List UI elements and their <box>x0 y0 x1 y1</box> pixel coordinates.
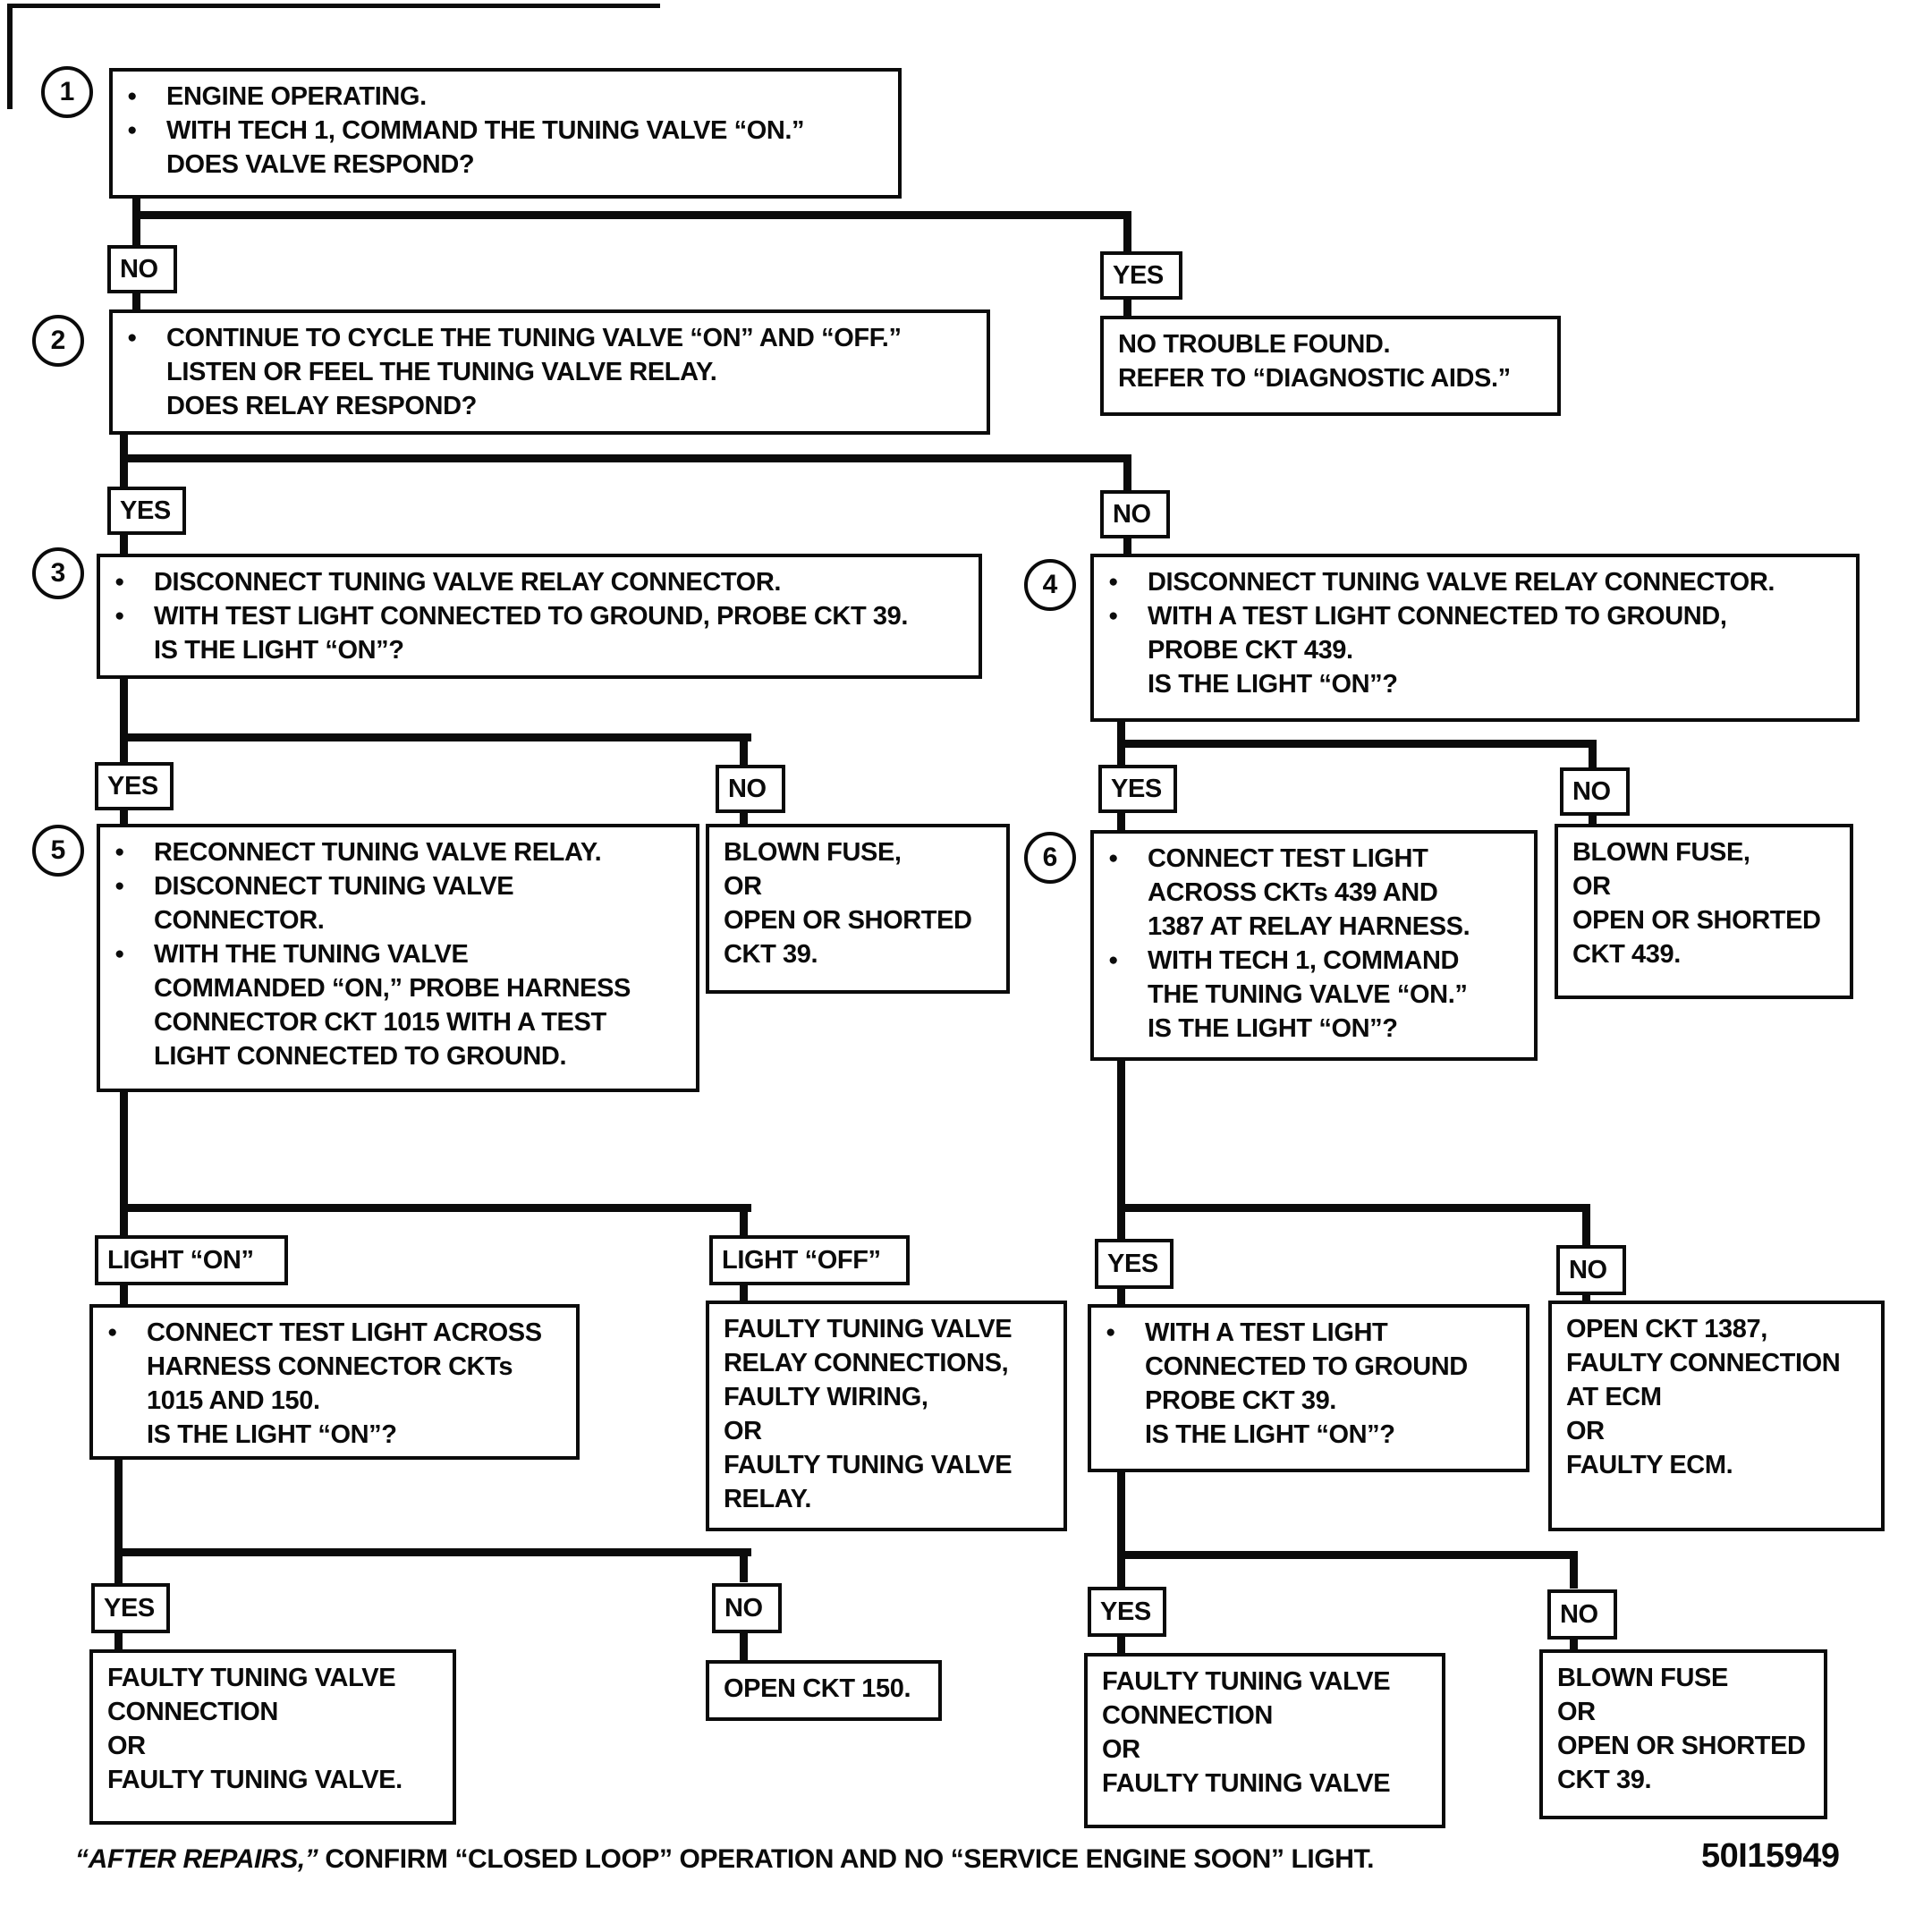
bullet-icon: ● <box>127 87 138 106</box>
bullet-spacer <box>114 1005 154 1039</box>
step-line <box>1108 633 1845 667</box>
step-line <box>127 389 976 423</box>
bullet-spacer <box>127 148 166 182</box>
connector-line <box>740 1548 748 1582</box>
step-text: COMMANDED “ON,” PROBE HARNESS <box>154 974 631 1003</box>
bullet-icon: ● <box>1108 951 1119 970</box>
result-text: FAULTY TUNING VALVE <box>1102 1667 1391 1696</box>
step-line <box>1106 1418 1515 1452</box>
bullet-icon: ● <box>114 945 125 963</box>
step-text: CONTINUE TO CYCLE THE TUNING VALVE “ON” AND “OFF.” <box>166 324 902 352</box>
connector-line <box>1123 211 1131 251</box>
result-text: OPEN CKT 1387, <box>1566 1315 1767 1343</box>
step-6-badge: 6 <box>1024 832 1076 884</box>
result-faulty-valve-right-box <box>1084 1653 1445 1828</box>
bullet-icon: ● <box>1108 606 1119 625</box>
step-text: DISCONNECT TUNING VALVE RELAY CONNECTOR. <box>154 568 782 597</box>
branch-yes-label: YES <box>1095 1239 1174 1289</box>
branch-yes-label: YES <box>1098 765 1177 813</box>
connector-line <box>1117 1204 1590 1212</box>
bullet-icon: ● <box>107 1323 118 1342</box>
step-line <box>1108 565 1845 599</box>
branch-yes-label: YES <box>95 762 174 810</box>
result-text: CKT 439. <box>1572 940 1681 969</box>
step-6-box <box>1090 830 1538 1061</box>
step-text: PROBE CKT 39. <box>1145 1386 1336 1415</box>
step-line <box>1108 978 1523 1012</box>
connector-line <box>1589 740 1597 768</box>
step-line <box>107 1316 565 1350</box>
bullet-spacer <box>1106 1384 1145 1418</box>
step-text: CONNECT TEST LIGHT ACROSS <box>147 1318 542 1347</box>
after-repairs-rest: CONFIRM “CLOSED LOOP” OPERATION AND NO “SERVICE ENGINE SOON” LIGHT. <box>318 1844 1375 1874</box>
step-line <box>114 903 685 937</box>
result-text: FAULTY WIRING, <box>724 1383 928 1411</box>
result-text: BLOWN FUSE <box>1557 1664 1728 1692</box>
result-text: OR <box>1557 1698 1596 1726</box>
step-line <box>1108 599 1845 633</box>
step-text: CONNECTED TO GROUND <box>1145 1352 1468 1381</box>
result-text: FAULTY TUNING VALVE <box>107 1664 396 1692</box>
bullet-spacer <box>107 1384 147 1418</box>
result-text: FAULTY CONNECTION <box>1566 1349 1841 1377</box>
branch-no-label: NO <box>1547 1589 1617 1640</box>
step-text: WITH A TEST LIGHT <box>1145 1318 1388 1347</box>
step-text: 1015 AND 150. <box>147 1386 320 1415</box>
result-text: OPEN OR SHORTED <box>1572 906 1821 935</box>
step-4-box <box>1090 554 1860 722</box>
branch-yes-label: YES <box>1088 1587 1166 1637</box>
connector-line <box>114 1458 123 1583</box>
step-text: CONNECTOR. <box>154 906 325 935</box>
light-on-question-box <box>89 1304 580 1460</box>
result-open-150-box <box>706 1660 942 1721</box>
result-text: NO TROUBLE FOUND. <box>1118 330 1391 359</box>
branch-no-label: NO <box>1100 490 1170 538</box>
step-line <box>127 148 887 182</box>
step-text: HARNESS CONNECTOR CKTs <box>147 1352 513 1381</box>
branch-no-label: NO <box>712 1583 782 1633</box>
step-1-badge: 1 <box>41 66 93 118</box>
branch-no-label: NO <box>1556 1245 1626 1295</box>
after-repairs-italic: “AFTER REPAIRS,” <box>75 1844 318 1874</box>
connector-line <box>1570 1551 1578 1589</box>
step-line <box>127 321 976 355</box>
step-text: CONNECTOR CKT 1015 WITH A TEST <box>154 1008 606 1037</box>
step-line <box>127 114 887 148</box>
bullet-spacer <box>1108 910 1148 944</box>
step-line <box>1108 667 1845 701</box>
bullet-spacer <box>114 633 154 667</box>
step-line <box>127 80 887 114</box>
step-line <box>114 869 685 903</box>
step-text: LISTEN OR FEEL THE TUNING VALVE RELAY. <box>166 358 717 386</box>
step-text: DISCONNECT TUNING VALVE RELAY CONNECTOR. <box>1148 568 1775 597</box>
step-2-badge: 2 <box>32 315 84 367</box>
step-line <box>1108 1012 1523 1046</box>
bullet-icon: ● <box>127 328 138 347</box>
result-text: OPEN OR SHORTED <box>724 906 972 935</box>
step-text: ENGINE OPERATING. <box>166 82 427 111</box>
branch-yes-label: YES <box>91 1583 170 1633</box>
connector-line <box>1117 740 1596 748</box>
step-line <box>114 937 685 971</box>
result-text: CKT 39. <box>1557 1766 1652 1794</box>
step-5-badge: 5 <box>32 825 84 877</box>
result-text: OR <box>1566 1417 1605 1445</box>
result-text: OR <box>1572 872 1611 901</box>
step-line <box>107 1384 565 1418</box>
result-blown-fuse-39-box <box>706 824 1010 994</box>
result-faulty-relay-box <box>706 1301 1067 1531</box>
branch-light-off-label: LIGHT “OFF” <box>709 1235 910 1285</box>
step-text: WITH TECH 1, COMMAND THE TUNING VALVE “ON.” <box>166 116 805 145</box>
result-text: AT ECM <box>1566 1383 1662 1411</box>
branch-yes-label: YES <box>1100 251 1182 300</box>
step-text: ACROSS CKTs 439 AND <box>1148 878 1438 907</box>
connector-line <box>1117 1470 1125 1587</box>
result-no-trouble-box <box>1100 316 1561 416</box>
connector-line <box>120 677 128 762</box>
result-text: CONNECTION <box>1102 1701 1273 1730</box>
step-text: RECONNECT TUNING VALVE RELAY. <box>154 838 602 867</box>
result-faulty-valve-left-box <box>89 1649 456 1825</box>
step-2-box <box>109 309 990 435</box>
step-line <box>114 835 685 869</box>
connector-line <box>740 733 748 766</box>
step-line <box>114 565 968 599</box>
result-text: FAULTY ECM. <box>1566 1451 1733 1479</box>
step-text: PROBE CKT 439. <box>1148 636 1353 665</box>
bullet-spacer <box>107 1418 147 1452</box>
step-line <box>114 1039 685 1073</box>
step-text: THE TUNING VALVE “ON.” <box>1148 980 1468 1009</box>
result-text: FAULTY TUNING VALVE <box>724 1315 1013 1343</box>
step-text: 1387 AT RELAY HARNESS. <box>1148 912 1470 941</box>
connector-line <box>1117 1551 1578 1559</box>
step-line <box>1106 1316 1515 1350</box>
connector-line <box>114 1548 751 1556</box>
step-line <box>1108 910 1523 944</box>
probe-ckt39-question-box <box>1088 1304 1529 1472</box>
connector-line <box>120 1204 751 1212</box>
connector-line <box>120 733 751 741</box>
step-line <box>1108 944 1523 978</box>
bullet-spacer <box>1106 1418 1145 1452</box>
step-text: IS THE LIGHT “ON”? <box>1148 670 1398 699</box>
step-line <box>127 355 976 389</box>
branch-yes-label: YES <box>107 487 186 535</box>
bullet-icon: ● <box>114 606 125 625</box>
branch-light-on-label: LIGHT “ON” <box>95 1235 288 1285</box>
bullet-icon: ● <box>1108 849 1119 868</box>
result-text: REFER TO “DIAGNOSTIC AIDS.” <box>1118 364 1511 393</box>
connector-line <box>1123 454 1131 490</box>
step-line <box>114 1005 685 1039</box>
step-text: DISCONNECT TUNING VALVE <box>154 872 514 901</box>
step-5-box <box>97 824 699 1092</box>
branch-no-label: NO <box>107 245 177 293</box>
result-text: RELAY. <box>724 1485 812 1513</box>
step-text: LIGHT CONNECTED TO GROUND. <box>154 1042 567 1071</box>
result-text: FAULTY TUNING VALVE <box>724 1451 1013 1479</box>
result-text: CKT 39. <box>724 940 818 969</box>
step-text: IS THE LIGHT “ON”? <box>1145 1420 1395 1449</box>
result-open-1387-box <box>1548 1301 1885 1531</box>
bullet-spacer <box>1106 1350 1145 1384</box>
branch-no-label: NO <box>1560 767 1630 816</box>
step-text: WITH A TEST LIGHT CONNECTED TO GROUND, <box>1148 602 1727 631</box>
bullet-spacer <box>1108 1012 1148 1046</box>
bullet-spacer <box>114 971 154 1005</box>
bullet-icon: ● <box>1106 1323 1116 1342</box>
step-line <box>1106 1350 1515 1384</box>
result-blown-fuse-439-box <box>1555 824 1853 999</box>
step-3-box <box>97 554 982 679</box>
scan-edge-horizontal <box>7 4 660 8</box>
bullet-icon: ● <box>114 843 125 861</box>
bullet-icon: ● <box>1108 572 1119 591</box>
result-text: FAULTY TUNING VALVE. <box>107 1766 402 1794</box>
connector-line <box>120 454 1131 462</box>
step-text: IS THE LIGHT “ON”? <box>1148 1014 1398 1043</box>
bullet-spacer <box>1108 876 1148 910</box>
connector-line <box>740 1204 748 1235</box>
bullet-spacer <box>127 355 166 389</box>
connector-line <box>132 197 140 245</box>
step-text: WITH TEST LIGHT CONNECTED TO GROUND, PROBE CKT 39. <box>154 602 909 631</box>
step-1-box <box>109 68 902 199</box>
result-text: BLOWN FUSE, <box>724 838 902 867</box>
step-text: DOES VALVE RESPOND? <box>166 150 475 179</box>
bullet-icon: ● <box>114 877 125 895</box>
step-line <box>114 971 685 1005</box>
connector-line <box>132 211 1131 219</box>
result-text: RELAY CONNECTIONS, <box>724 1349 1009 1377</box>
result-text: OR <box>724 872 762 901</box>
step-line <box>1108 876 1523 910</box>
result-blown-fuse-39b-box <box>1539 1649 1827 1819</box>
result-text: FAULTY TUNING VALVE <box>1102 1769 1391 1798</box>
bullet-spacer <box>1108 667 1148 701</box>
bullet-spacer <box>127 389 166 423</box>
step-text: IS THE LIGHT “ON”? <box>147 1420 397 1449</box>
figure-code: 50I15949 <box>1701 1837 1840 1875</box>
bullet-icon: ● <box>114 572 125 591</box>
result-text: OR <box>107 1732 146 1760</box>
step-text: CONNECT TEST LIGHT <box>1148 844 1428 873</box>
step-line <box>114 599 968 633</box>
bullet-icon: ● <box>127 121 138 140</box>
connector-line <box>1117 1059 1125 1240</box>
branch-no-label: NO <box>716 765 785 813</box>
step-line <box>1106 1384 1515 1418</box>
after-repairs-note <box>75 1844 1374 1875</box>
step-line <box>1108 842 1523 876</box>
connector-line <box>1582 1204 1590 1245</box>
step-line <box>107 1350 565 1384</box>
step-line <box>107 1418 565 1452</box>
result-text: OR <box>724 1417 762 1445</box>
step-text: IS THE LIGHT “ON”? <box>154 636 404 665</box>
step-3-badge: 3 <box>32 547 84 599</box>
result-text: OR <box>1102 1735 1140 1764</box>
bullet-spacer <box>1108 978 1148 1012</box>
step-text: DOES RELAY RESPOND? <box>166 392 477 420</box>
step-line <box>114 633 968 667</box>
result-text: OPEN OR SHORTED <box>1557 1732 1806 1760</box>
step-text: WITH THE TUNING VALVE <box>154 940 469 969</box>
step-text: WITH TECH 1, COMMAND <box>1148 946 1460 975</box>
bullet-spacer <box>107 1350 147 1384</box>
scan-edge-vertical <box>7 4 13 109</box>
result-text: BLOWN FUSE, <box>1572 838 1750 867</box>
bullet-spacer <box>114 903 154 937</box>
bullet-spacer <box>114 1039 154 1073</box>
result-text: CONNECTION <box>107 1698 278 1726</box>
step-4-badge: 4 <box>1024 559 1076 611</box>
bullet-spacer <box>1108 633 1148 667</box>
result-text: OPEN CKT 150. <box>724 1674 911 1703</box>
connector-line <box>120 1090 128 1235</box>
